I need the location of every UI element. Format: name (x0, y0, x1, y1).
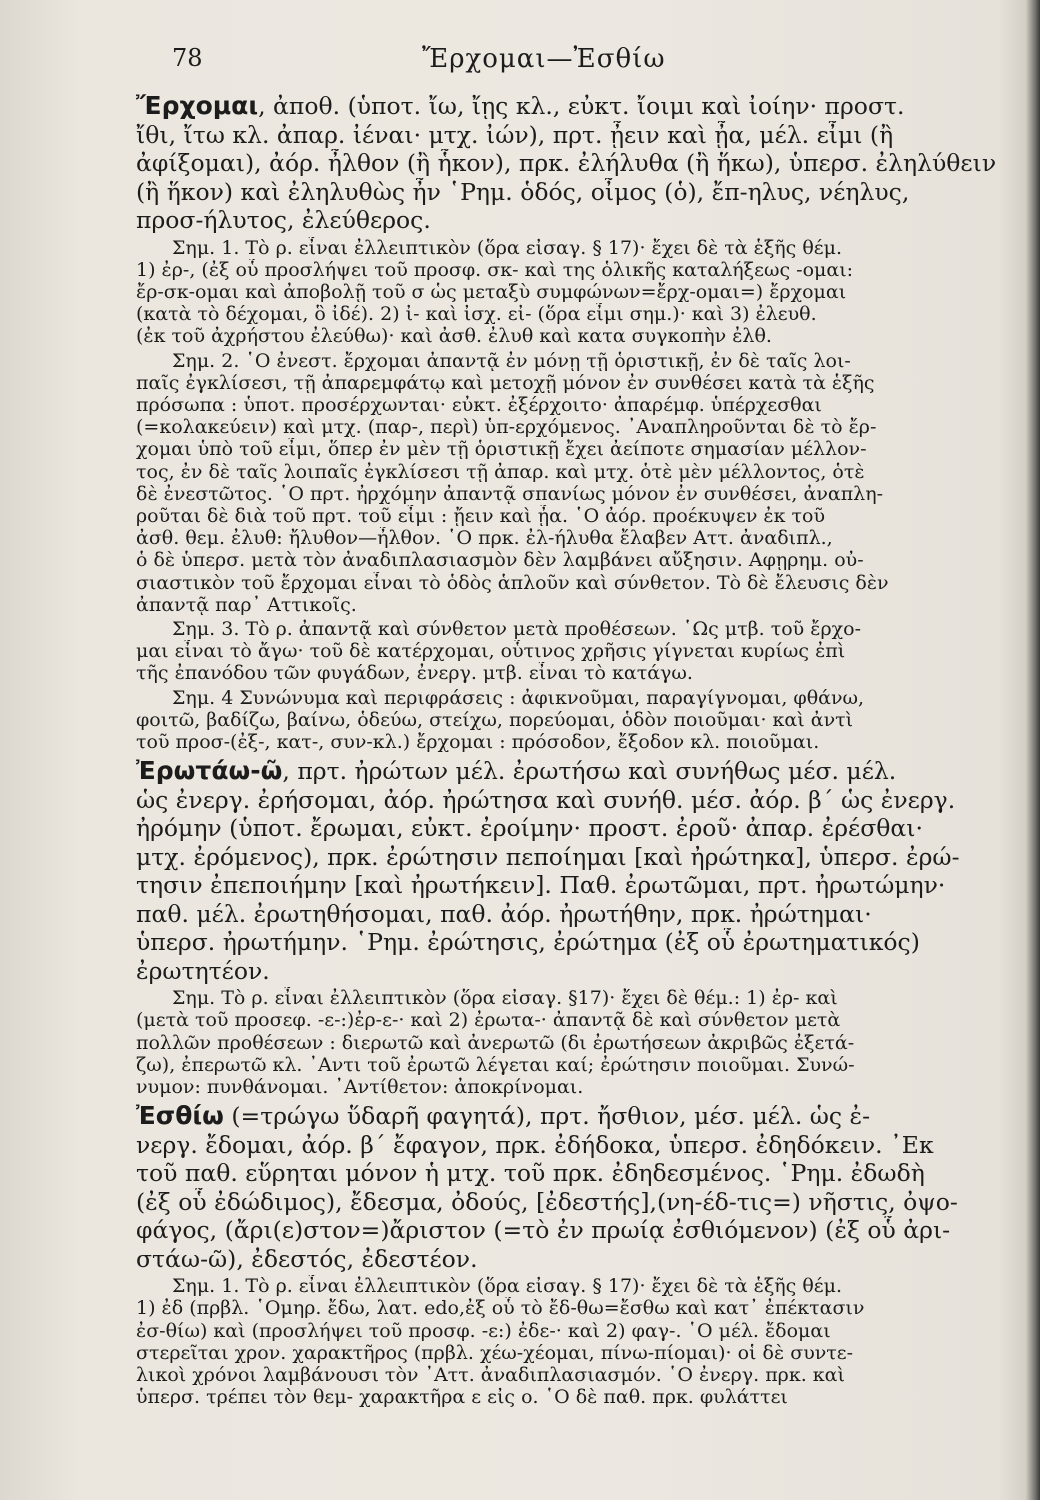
entry-line (136, 1188, 1020, 1217)
entry-text: , πρτ. ἠρώτων μέλ. ἐρωτήσω καὶ συνήθως μέσ. μέλ. (282, 757, 897, 786)
entry-text: τοῦ παθ. εὕρηται μόνον ἡ μτχ. τοῦ πρκ. ἐδηδεσμένος. ῾Ρημ. ἐδωδὴ (136, 1159, 925, 1188)
note-line: τος, ἐν δὲ ταῖς λοιπαῖς ἐγκλίσεσι τῇ ἀπαρ. καὶ μτχ. ὁτὲ μὲν μέλλοντος, ὁτὲ (136, 460, 865, 483)
note-line: ζω), ἐπερωτῶ κλ. ᾿Αντι τοῦ ἐρωτῶ λέγεται καί; ἐρώτησιν ποιοῦμαι. Συνώ- (136, 1053, 855, 1076)
entry-erotao-notes (136, 987, 1020, 1098)
page-header (172, 44, 932, 80)
entry-text: , ἀποθ. (ὑποτ. ἴω, ἴῃς κλ., εὐκτ. ἴοιμι καὶ ἰοίην· προστ. (258, 92, 905, 120)
note-line: σιαστικὸν τοῦ ἔρχομαι εἶναι τὸ ὁδὸς ἁπλοῦν καὶ σύνθετον. Τὸ δὲ ἔλευσις δὲν (136, 571, 889, 594)
note-line: ἔρ-σκ-ομαι καὶ ἀποβολῇ τοῦ σ ὡς μεταξὺ συμφώνων=ἔρχ-ομαι=) ἔρχομαι (136, 280, 847, 303)
entry-esthio (136, 1102, 1020, 1273)
entry-line (136, 757, 1020, 786)
entry-lemma: Ἔρχομαι (136, 92, 259, 120)
entry-line (136, 206, 1020, 235)
entry-line (136, 149, 1020, 178)
entry-line (136, 786, 1020, 815)
page-edge-shadow (1026, 0, 1040, 1500)
entry-lemma: Ἐρωτάω-ῶ (136, 757, 283, 786)
note-line: παῖς ἐγκλίσεσι, τῇ ἀπαρεμφάτῳ καὶ μετοχῇ μόνον ἐν συνθέσει κατὰ τὰ ἑξῆς (136, 371, 875, 394)
entry-text: παθ. μέλ. ἐρωτηθήσομαι, παθ. ἀόρ. ἠρωτήθην, πρκ. ἠρώτημαι· (136, 899, 872, 928)
note-line: δὲ ἐνεστῶτος. ῾Ο πρτ. ἠρχόμην ἀπαντᾷ σπανίως μόνον ἐν συνθέσει, ἀναπλη- (136, 482, 884, 505)
entry-text: προσ-ήλυτος, ἐλεύθερος. (136, 206, 431, 234)
entry-erotao (136, 757, 1020, 985)
entry-text: (ἐξ οὗ ἐδώδιμος), ἔδεσμα, ὀδούς, [ἐδεστής],(νη-έδ-τις=) νῆστις, ὀψο- (136, 1187, 958, 1216)
entry-lemma: Ἐσθίω (136, 1102, 224, 1131)
entry-text: (ἢ ἥκον) καὶ ἐληλυθὼς ἦν ῾Ρημ. ὁδός, οἶμος (ὁ), ἔπ-ηλυς, νέηλυς, (136, 177, 910, 206)
entry-text: ἐρωτητέον. (136, 956, 270, 985)
note-block (136, 687, 1020, 754)
entry-line (136, 843, 1020, 872)
note-line: ὁ δὲ ὑπερσ. μετὰ τὸν ἀναδιπλασιασμὸν δὲν λαμβάνει αὔξησιν. Αφῃρημ. οὐ- (136, 549, 864, 572)
note-line: Σημ. 2. ῾Ο ἐνεστ. ἔρχομαι ἀπαντᾷ ἐν μόνῃ τῇ ὁριστικῇ, ἐν δὲ ταῖς λοι- (172, 349, 851, 372)
entry-text: ἠρόμην (ὑποτ. ἔρωμαι, εὐκτ. ἐροίμην· προστ. ἐροῦ· ἀπαρ. ἐρέσθαι· (136, 814, 923, 843)
entry-text: ἀφίξομαι), ἀόρ. ἦλθον (ἢ ἧκον), πρκ. ἐλήλυθα (ἢ ἥκω), ὑπερσ. ἐληλύθειν (136, 149, 997, 177)
running-head: Ἔρχομαι—Ἐσθίω (422, 44, 666, 74)
note-line: τῆς ἐπανόδου τῶν φυγάδων, ἐνεργ. μτβ. εἶναι τὸ κατάγω. (136, 662, 693, 685)
entry-esthio-notes (136, 1275, 1020, 1408)
note-line: ἀσθ. θεμ. ἐλυθ: ἤλυθον—ἦλθον. ῾Ο πρκ. ἐλ-ήλυθα ἔλαβεν Αττ. ἀναδιπλ., (136, 527, 833, 550)
entry-line (136, 871, 1020, 900)
note-line: (κατὰ τὸ δέχομαι, ὃ ἰδέ). 2) ἰ- καὶ ἰσχ. εἰ- (ὅρα εἶμι σημ.)· καὶ 3) ἐλευθ. (136, 303, 817, 326)
note-line: (=κολακεύειν) καὶ μτχ. (παρ-, περὶ) ὑπ-ερχόμενος. ᾿Αναπληροῦνται δὲ τὸ ἔρ- (136, 416, 877, 439)
note-line: ἐσ-θίω) καὶ (προσλήψει τοῦ προσφ. -ε:) ἐδε-· καὶ 2) φαγ-. ῾Ο μέλ. ἔδομαι (136, 1319, 831, 1342)
entry-line (136, 178, 1020, 207)
note-line: Σημ. 4 Συνώνυμα καὶ περιφράσεις : ἀφικνοῦμαι, παραγίγνομαι, φθάνω, (172, 686, 865, 709)
note-line: Σημ. Τὸ ρ. εἶναι ἐλλειπτικὸν (ὅρα εἰσαγ. §17)· ἔχει δὲ θέμ.: 1) ἐρ- καὶ (172, 987, 838, 1010)
note-line: μαι εἶναι τὸ ἄγω· τοῦ δὲ κατέρχομαι, οὗτινος χρῆσις γίγνεται κυρίως ἐπὶ (136, 640, 846, 663)
entry-text: (=τρώγω ὕδαρῆ φαγητά), πρτ. ἤσθιον, μέσ. μέλ. ὡς ἐ- (223, 1102, 871, 1131)
note-line: 1) ἐρ-, (ἐξ οὗ προσλήψει τοῦ προσφ. σκ- καὶ της ὁλικῆς καταλήξεως -ομαι: (136, 258, 854, 281)
note-line: λικοὶ χρόνοι λαμβάνουσι τὸν ᾿Αττ. ἀναδιπλασιασμόν. ῾Ο ἐνεργ. πρκ. καὶ (136, 1364, 845, 1386)
entry-erchomai (136, 92, 1020, 235)
note-block (136, 350, 1020, 616)
entry-line (136, 1102, 1020, 1131)
note-block (136, 237, 1020, 348)
note-line: ροῦται δὲ διὰ τοῦ πρτ. τοῦ εἶμι : ᾔειν καὶ ᾖα. ῾Ο ἀόρ. προέκυψεν ἐκ τοῦ (136, 504, 826, 527)
note-line: 1) ἐδ (πρβλ. ῾Ομηρ. ἔδω, λατ. edo,ἐξ οὗ τὸ ἔδ-θω=ἔσθω καὶ κατ᾿ ἐπέκτασιν (136, 1297, 865, 1320)
entry-text: στάω-ῶ), ἐδεστός, ἐδεστέον. (136, 1244, 478, 1273)
entry-text: μτχ. ἐρόμενος), πρκ. ἐρώτησιν πεποίημαι [καὶ ἠρώτηκα], ὑπερσ. ἐρώ- (136, 842, 960, 871)
entry-line (136, 928, 1020, 957)
note-line: νυμον: πυνθάνομαι. ᾿Αντίθετον: ἀποκρίνομαι. (136, 1075, 584, 1098)
note-line: Σημ. 1. Τὸ ρ. εἶναι ἐλλειπτικὸν (ὅρα εἰσαγ. § 17)· ἔχει δὲ τὰ ἑξῆς θέμ. (172, 236, 843, 259)
note-line: (ἐκ τοῦ ἀχρήστου ἐλεύθω)· καὶ ἀσθ. ἐλυθ καὶ κατα συγκοπὴν ἐλθ. (136, 325, 772, 348)
entry-line (136, 1216, 1020, 1245)
entry-line (136, 121, 1020, 150)
note-block (136, 987, 1020, 1098)
note-line: πρόσωπα : ὑποτ. προσέρχωνται· εὐκτ. ἐξέρχοιτο· ἀπαρέμφ. ὑπέρχεσθαι (136, 393, 822, 416)
entry-line (136, 1245, 1020, 1274)
dictionary-content (136, 92, 1020, 1408)
entry-line (136, 814, 1020, 843)
entry-line (136, 900, 1020, 929)
page-number: 78 (172, 44, 203, 72)
note-line: τοῦ προσ-(ἐξ-, κατ-, συν-κλ.) ἔρχομαι : πρόσοδον, ἔξοδον κλ. ποιοῦμαι. (136, 730, 820, 753)
note-line: Σημ. 3. Τὸ ρ. ἀπαντᾷ καὶ σύνθετον μετὰ προθέσεων. ῾Ως μτβ. τοῦ ἔρχο- (172, 617, 862, 640)
note-line: πολλῶν προθέσεων : διερωτῶ καὶ ἀνερωτῶ (δι ἐρωτήσεων ἀκριβῶς ἐξετά- (136, 1031, 855, 1054)
note-block (136, 1275, 1020, 1408)
note-line: ὑπερσ. τρέπει τὸν θεμ- χαρακτῆρα ε εἰς ο. ῾Ο δὲ παθ. πρκ. φυλάττει (136, 1386, 788, 1409)
entry-line (136, 957, 1020, 986)
note-line: (μετὰ τοῦ προσεφ. -ε-:)ἐρ-ε-· καὶ 2) ἐρωτα-· ἀπαντᾷ δὲ καὶ σύνθετον μετὰ (136, 1009, 841, 1032)
entry-text: νεργ. ἔδομαι, ἀόρ. β΄ ἔφαγον, πρκ. ἐδήδοκα, ὑπερσ. ἐδηδόκειν. ᾿Εκ (136, 1130, 934, 1159)
note-line: Σημ. 1. Τὸ ρ. εἶναι ἐλλειπτικὸν (ὅρα εἰσαγ. § 17)· ἔχει δὲ τὰ ἑξῆς θέμ. (172, 1275, 843, 1298)
note-line: ἀπαντᾷ παρ᾿ Αττικοῖς. (136, 593, 357, 616)
entry-text: ὑπερσ. ἠρωτήμην. ῾Ρημ. ἐρώτησις, ἐρώτημα (ἐξ οὗ ἐρωτηματικός) (136, 928, 920, 957)
entry-text: τησιν ἐπεποιήμην [καὶ ἠρωτήκειν]. Παθ. ἐρωτῶμαι, πρτ. ἠρωτώμην· (136, 871, 946, 900)
entry-text: φάγος, (ἄρι(ε)στον=)ἄριστον (=τὸ ἐν πρωίᾳ ἐσθιόμενον) (ἐξ οὗ ἀρι- (136, 1216, 951, 1245)
note-line: φοιτῶ, βαδίζω, βαίνω, ὁδεύω, στείχω, πορεύομαι, ὁδὸν ποιοῦμαι· καὶ ἀντὶ (136, 708, 854, 731)
note-line: χομαι ὑπὸ τοῦ εἶμι, ὅπερ ἐν μὲν τῇ ὁριστικῇ ἔχει ἀείποτε σημασίαν μέλλον- (136, 438, 867, 461)
entry-line (136, 1159, 1020, 1188)
entry-text: ὡς ἐνεργ. ἐρήσομαι, ἀόρ. ἠρώτησα καὶ συνήθ. μέσ. ἀόρ. β΄ ὡς ἐνεργ. (136, 785, 956, 814)
entry-erchomai-notes (136, 237, 1020, 754)
note-line: στερεῖται χρον. χαρακτῆρος (πρβλ. χέω-χέομαι, πίνω-πίομαι)· οἱ δὲ συντε- (136, 1341, 854, 1364)
entry-line (136, 1131, 1020, 1160)
entry-line (136, 92, 1020, 121)
entry-text: ἴθι, ἴτω κλ. ἀπαρ. ἰέναι· μτχ. ἰών), πρτ. ᾖειν καὶ ᾖα, μέλ. εἶμι (ἢ (136, 120, 894, 149)
note-block (136, 618, 1020, 685)
